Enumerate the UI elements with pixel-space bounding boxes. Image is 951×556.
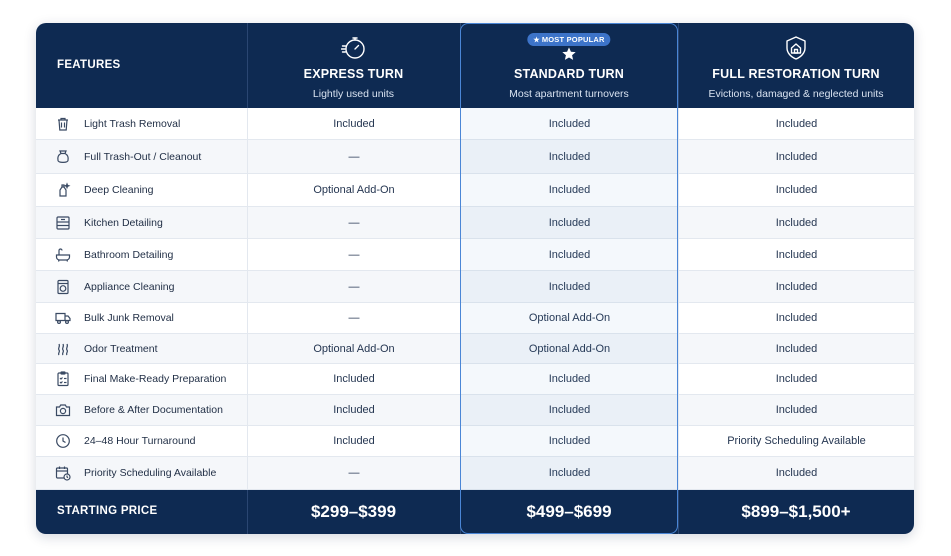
full-restoration-cell: Included: [678, 457, 914, 489]
price-footer: [36, 490, 914, 534]
starting-price-label: STARTING PRICE: [57, 505, 158, 517]
table-row: [36, 174, 914, 207]
full-restoration-cell: Included: [678, 207, 914, 238]
standard-cell: Optional Add-On: [460, 303, 678, 333]
plan-header-full: [678, 23, 914, 108]
table-row: [36, 395, 914, 426]
feature-cell: [36, 364, 247, 394]
feature-cell: [36, 239, 247, 270]
full-restoration-cell: Included: [678, 239, 914, 270]
calendar-icon: [54, 464, 72, 482]
standard-cell: Included: [460, 426, 678, 456]
full-restoration-cell: Included: [678, 364, 914, 394]
appliance-icon: [54, 278, 72, 296]
feature-cell: [36, 426, 247, 456]
express-cell: Included: [247, 108, 460, 139]
feature-cell: [36, 457, 247, 489]
plan-title-express: EXPRESS TURN: [303, 67, 404, 81]
table-row: [36, 364, 914, 395]
table-row: [36, 303, 914, 334]
feature-label: Priority Scheduling Available: [84, 467, 217, 479]
express-cell: Included: [247, 364, 460, 394]
odor-waves-icon: [54, 340, 72, 358]
table-row: [36, 334, 914, 364]
most-popular-badge: [527, 33, 610, 46]
full-restoration-cell: Included: [678, 140, 914, 173]
standard-cell: Included: [460, 239, 678, 270]
feature-label: Full Trash-Out / Cleanout: [84, 150, 202, 163]
table-row: [36, 426, 914, 457]
express-cell: —: [247, 140, 460, 173]
standard-cell: Included: [460, 395, 678, 425]
stopwatch-icon: [341, 35, 367, 66]
full-restoration-cell: Included: [678, 271, 914, 302]
express-cell: —: [247, 207, 460, 238]
feature-label: 24–48 Hour Turnaround: [84, 435, 196, 447]
express-cell: —: [247, 239, 460, 270]
standard-cell: Included: [460, 271, 678, 302]
plan-header-express: [247, 23, 460, 108]
feature-cell: [36, 271, 247, 302]
express-cell: Included: [247, 426, 460, 456]
feature-cell: [36, 108, 247, 139]
feature-label: Final Make-Ready Preparation: [84, 373, 227, 385]
table-header: [36, 23, 914, 108]
full-restoration-cell: Included: [678, 395, 914, 425]
trash-can-icon: [54, 115, 72, 133]
trash-bag-icon: [54, 148, 72, 166]
plan-header-standard: [460, 23, 678, 108]
feature-cell: [36, 207, 247, 238]
price-express: $299–$399: [310, 502, 397, 521]
pricing-comparison-table: [36, 23, 914, 534]
table-row: [36, 140, 914, 174]
feature-label: Bulk Junk Removal: [84, 312, 174, 324]
feature-label: Deep Cleaning: [84, 184, 154, 196]
feature-label: Odor Treatment: [84, 342, 158, 355]
plan-subtitle-express: Lightly used units: [312, 88, 395, 100]
feature-label: Before & After Documentation: [84, 404, 223, 416]
feature-label: Light Trash Removal: [84, 117, 181, 130]
clock-icon: [54, 432, 72, 450]
badge-star-icon: ★: [533, 37, 540, 44]
checklist-icon: [54, 370, 72, 388]
standard-cell: Included: [460, 364, 678, 394]
feature-cell: [36, 303, 247, 333]
express-cell: Included: [247, 395, 460, 425]
standard-cell: Optional Add-On: [460, 334, 678, 363]
spray-sparkle-icon: [54, 181, 72, 199]
plan-title-full: FULL RESTORATION TURN: [712, 67, 880, 81]
full-restoration-cell: Priority Scheduling Available: [678, 426, 914, 456]
standard-cell: Included: [460, 174, 678, 206]
table-row: [36, 271, 914, 303]
express-cell: —: [247, 457, 460, 489]
express-cell: —: [247, 303, 460, 333]
kitchen-icon: [54, 214, 72, 232]
feature-label: Appliance Cleaning: [84, 280, 175, 293]
full-restoration-cell: Included: [678, 334, 914, 363]
price-standard: $499–$699: [526, 502, 612, 521]
express-cell: Optional Add-On: [247, 174, 460, 206]
table-row: [36, 108, 914, 140]
standard-cell: Included: [460, 108, 678, 139]
standard-cell: Included: [460, 207, 678, 238]
table-row: [36, 457, 914, 490]
truck-icon: [54, 309, 72, 327]
price-full: $899–$1,500+: [741, 502, 851, 521]
badge-label: MOST POPULAR: [541, 35, 605, 44]
feature-label: Kitchen Detailing: [84, 216, 163, 229]
star-icon: [561, 46, 577, 67]
features-heading: FEATURES: [57, 59, 121, 71]
feature-cell: [36, 395, 247, 425]
bathtub-icon: [54, 246, 72, 264]
house-shield-icon: [783, 35, 809, 66]
table-row: [36, 207, 914, 239]
plan-subtitle-standard: Most apartment turnovers: [509, 88, 629, 100]
plan-subtitle-full: Evictions, damaged & neglected units: [708, 88, 884, 100]
plan-title-standard: STANDARD TURN: [514, 67, 624, 81]
feature-cell: [36, 174, 247, 206]
camera-icon: [54, 401, 72, 419]
full-restoration-cell: Included: [678, 174, 914, 206]
express-cell: Optional Add-On: [247, 334, 460, 363]
express-cell: —: [247, 271, 460, 302]
full-restoration-cell: Included: [678, 303, 914, 333]
table-row: [36, 239, 914, 271]
standard-cell: Included: [460, 140, 678, 173]
full-restoration-cell: Included: [678, 108, 914, 139]
features-header-cell: [36, 23, 247, 108]
standard-cell: Included: [460, 457, 678, 489]
feature-cell: [36, 140, 247, 173]
feature-cell: [36, 334, 247, 363]
feature-label: Bathroom Detailing: [84, 248, 174, 261]
